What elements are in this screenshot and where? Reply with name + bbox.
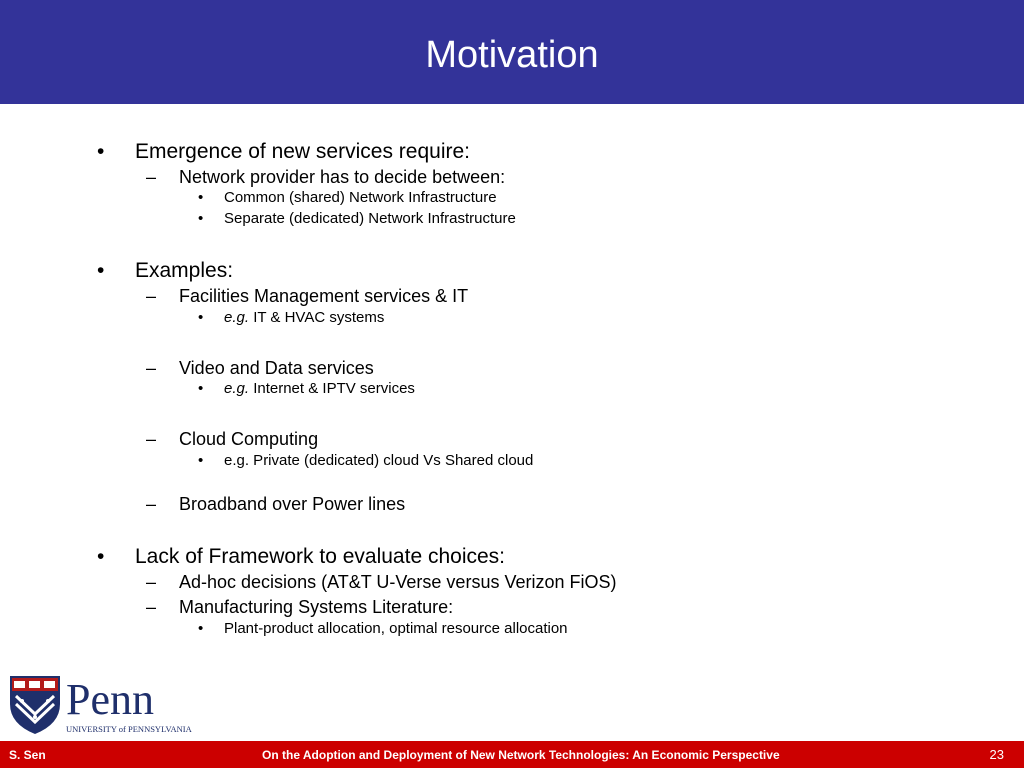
bullet-marker: •	[198, 309, 204, 326]
bullet-marker: •	[198, 452, 204, 469]
penn-wordmark: Penn	[66, 675, 154, 724]
eg-italic: e.g.	[224, 309, 250, 326]
bullet-text: Examples:	[135, 259, 234, 282]
page-number: 23	[989, 747, 1004, 762]
footer-bar	[0, 741, 1024, 768]
bullet-marker: •	[97, 259, 105, 282]
dash-marker: –	[146, 167, 157, 187]
sub-bullet-text: Video and Data services	[179, 358, 374, 378]
penn-subtitle: UNIVERSITY of PENNSYLVANIA	[66, 724, 192, 734]
bullet-text: Lack of Framework to evaluate choices:	[135, 545, 506, 568]
eg-rest: Internet & IPTV services	[249, 380, 415, 397]
sub-sub-bullet-text	[224, 380, 415, 398]
dash-marker: –	[146, 429, 157, 449]
sub-bullet-text: Cloud Computing	[179, 429, 319, 449]
sub-bullet-text: Manufacturing Systems Literature:	[179, 597, 454, 617]
sub-sub-bullet-text: Common (shared) Network Infrastructure	[224, 189, 497, 206]
bullet-text: Emergence of new services require:	[135, 140, 470, 163]
eg-rest: IT & HVAC systems	[249, 309, 385, 326]
sub-bullet-text: Broadband over Power lines	[179, 494, 406, 514]
footer-talk-title: On the Adoption and Deployment of New Network Technologies: An Economic Perspective	[262, 748, 780, 762]
sub-sub-bullet-text: Plant-product allocation, optimal resource allocation	[224, 620, 568, 637]
dash-marker: –	[146, 572, 157, 592]
sub-bullet-text: Ad-hoc decisions (AT&T U-Verse versus Verizon FiOS)	[179, 572, 617, 592]
slide-title: Motivation	[425, 34, 599, 76]
dash-marker: –	[146, 286, 157, 306]
dash-marker: –	[146, 494, 157, 514]
sub-sub-bullet-text: Separate (dedicated) Network Infrastructure	[224, 210, 516, 227]
footer-author: S. Sen	[9, 748, 46, 762]
bullet-marker: •	[97, 140, 105, 163]
bullet-marker: •	[198, 210, 204, 227]
dash-marker: –	[146, 358, 157, 378]
bullet-marker: •	[198, 380, 204, 397]
sub-sub-bullet-text	[224, 309, 384, 327]
eg-italic: e.g.	[224, 380, 250, 397]
bullet-marker: •	[198, 620, 204, 637]
dash-marker: –	[146, 597, 157, 617]
title-bar	[0, 0, 1024, 104]
sub-bullet-text: Facilities Management services & IT	[179, 286, 469, 306]
sub-sub-bullet-text: e.g. Private (dedicated) cloud Vs Shared cloud	[224, 452, 534, 469]
sub-bullet-text: Network provider has to decide between:	[179, 167, 506, 187]
penn-shield-icon	[10, 676, 60, 734]
bullet-marker: •	[198, 189, 204, 206]
penn-logo	[8, 674, 198, 736]
bullet-marker: •	[97, 545, 105, 568]
